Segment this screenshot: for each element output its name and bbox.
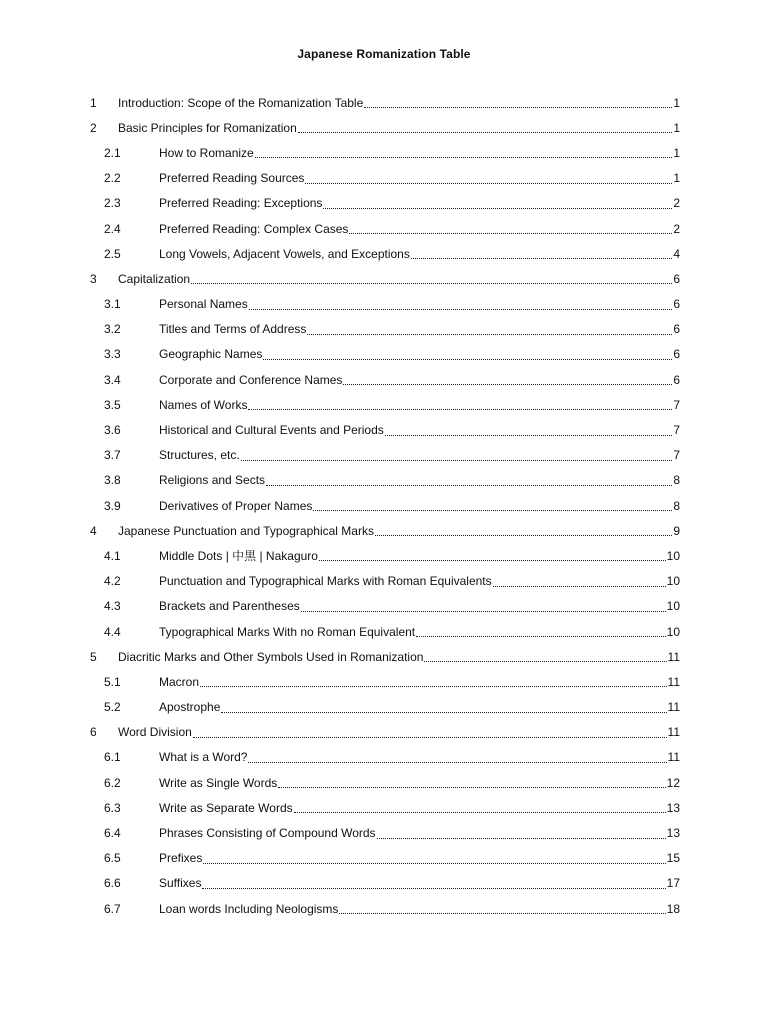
- toc-subsection-entry[interactable]: [90, 619, 680, 644]
- toc-entry-page-number: 11: [667, 674, 680, 689]
- toc-entry-title: What is a Word?: [159, 750, 248, 765]
- toc-subsection-entry[interactable]: [90, 669, 680, 694]
- toc-subsection-entry[interactable]: [90, 770, 680, 795]
- toc-entry-number: 5.2: [104, 700, 121, 715]
- toc-entry-number: 3.1: [104, 297, 121, 312]
- toc-dot-leader: [298, 120, 673, 133]
- toc-entry-page-number: 1: [673, 145, 680, 160]
- toc-entry-title: Capitalization: [118, 271, 191, 286]
- toc-entry-number: 3.2: [104, 322, 121, 337]
- toc-entry-title: Phrases Consisting of Compound Words: [159, 826, 376, 841]
- toc-dot-leader: [364, 95, 672, 108]
- toc-entry-title: Punctuation and Typographical Marks with Roman Equivalents: [159, 574, 492, 589]
- toc-entry-number: 6.3: [104, 800, 121, 815]
- toc-dot-leader: [305, 171, 672, 184]
- toc-entry-page-number: 4: [673, 246, 680, 261]
- toc-entry-number: 6.2: [104, 775, 121, 790]
- toc-entry-page-number: 6: [673, 271, 680, 286]
- toc-dot-leader: [203, 851, 665, 864]
- toc-entry-title: Prefixes: [159, 851, 203, 866]
- toc-entry-number: 6.7: [104, 901, 121, 916]
- toc-entry-title: Middle Dots | 中黒 | Nakaguro: [159, 549, 318, 564]
- toc-entry-page-number: 1: [673, 95, 680, 110]
- toc-subsection-entry[interactable]: [90, 367, 680, 392]
- toc-subsection-entry[interactable]: [90, 493, 680, 518]
- toc-entry-title: Brackets and Parentheses: [159, 599, 300, 614]
- toc-entry-page-number: 7: [673, 423, 680, 438]
- toc-entry-page-number: 11: [667, 649, 680, 664]
- toc-entry-page-number: 18: [666, 901, 680, 916]
- toc-entry-number: 2: [90, 120, 97, 135]
- toc-entry-title: Derivatives of Proper Names: [159, 498, 313, 513]
- toc-entry-title: Typographical Marks With no Roman Equivalent: [159, 624, 416, 639]
- toc-entry-number: 4: [90, 523, 97, 538]
- toc-dot-leader: [248, 397, 672, 410]
- toc-subsection-entry[interactable]: [90, 695, 680, 720]
- toc-dot-leader: [263, 347, 672, 360]
- toc-entry-title: Write as Single Words: [159, 775, 278, 790]
- toc-entry-title: Apostrophe: [159, 700, 221, 715]
- toc-subsection-entry[interactable]: [90, 871, 680, 896]
- document-title: Japanese Romanization Table: [297, 47, 471, 61]
- toc-entry-title: Corporate and Conference Names: [159, 372, 343, 387]
- toc-entry-number: 3.4: [104, 372, 121, 387]
- toc-entry-page-number: 1: [673, 171, 680, 186]
- toc-entry-title: Diacritic Marks and Other Symbols Used in Romanization: [118, 649, 424, 664]
- toc-dot-leader: [307, 322, 672, 335]
- toc-entry-title: Historical and Cultural Events and Periods: [159, 423, 384, 438]
- toc-subsection-entry[interactable]: [90, 140, 680, 165]
- toc-entry-page-number: 6: [673, 322, 680, 337]
- toc-entry-page-number: 17: [666, 876, 680, 891]
- toc-entry-page-number: 8: [673, 473, 680, 488]
- toc-dot-leader: [377, 826, 666, 839]
- toc-dot-leader: [191, 271, 672, 284]
- toc-section-entry[interactable]: [90, 518, 680, 543]
- toc-dot-leader: [323, 196, 672, 209]
- toc-dot-leader: [339, 901, 665, 914]
- toc-subsection-entry[interactable]: [90, 292, 680, 317]
- toc-entry-title: Introduction: Scope of the Romanization Table: [118, 95, 364, 110]
- toc-entry-number: 2.5: [104, 246, 121, 261]
- toc-section-entry[interactable]: [90, 266, 680, 291]
- toc-entry-number: 6.5: [104, 851, 121, 866]
- toc-subsection-entry[interactable]: [90, 745, 680, 770]
- toc-entry-number: 5: [90, 649, 97, 664]
- toc-entry-page-number: 1: [673, 120, 680, 135]
- toc-dot-leader: [424, 649, 666, 662]
- toc-subsection-entry[interactable]: [90, 846, 680, 871]
- toc-dot-leader: [255, 145, 673, 158]
- toc-entry-number: 2.4: [104, 221, 121, 236]
- toc-dot-leader: [411, 246, 672, 259]
- toc-section-entry[interactable]: [90, 90, 680, 115]
- toc-entry-number: 3.9: [104, 498, 121, 513]
- toc-dot-leader: [266, 473, 672, 486]
- toc-entry-page-number: 7: [673, 397, 680, 412]
- toc-entry-number: 3.6: [104, 423, 121, 438]
- toc-entry-page-number: 10: [666, 548, 680, 563]
- toc-entry-page-number: 8: [673, 498, 680, 513]
- toc-entry-page-number: 11: [667, 725, 680, 740]
- toc-subsection-entry[interactable]: [90, 594, 680, 619]
- toc-dot-leader: [193, 725, 667, 738]
- toc-subsection-entry[interactable]: [90, 820, 680, 845]
- toc-section-entry[interactable]: [90, 720, 680, 745]
- toc-entry-number: 5.1: [104, 674, 121, 689]
- toc-dot-leader: [200, 674, 667, 687]
- toc-dot-leader: [343, 372, 672, 385]
- toc-subsection-entry[interactable]: [90, 216, 680, 241]
- toc-entry-title: Titles and Terms of Address: [159, 322, 307, 337]
- toc-entry-page-number: 10: [666, 574, 680, 589]
- toc-entry-title: Preferred Reading: Complex Cases: [159, 221, 349, 236]
- toc-subsection-entry[interactable]: [90, 543, 680, 568]
- toc-entry-page-number: 2: [673, 221, 680, 236]
- toc-dot-leader: [313, 498, 672, 511]
- toc-entry-title: Suffixes: [159, 876, 202, 891]
- toc-entry-number: 3.3: [104, 347, 121, 362]
- toc-entry-number: 3: [90, 271, 97, 286]
- toc-entry-page-number: 2: [673, 196, 680, 211]
- toc-subsection-entry[interactable]: [90, 468, 680, 493]
- toc-dot-leader: [301, 599, 666, 612]
- toc-entry-number: 6.1: [104, 750, 121, 765]
- toc-entry-title: Long Vowels, Adjacent Vowels, and Exceptions: [159, 246, 410, 261]
- toc-entry-number: 4.1: [104, 548, 121, 563]
- toc-entry-page-number: 9: [673, 523, 680, 538]
- toc-subsection-entry[interactable]: [90, 417, 680, 442]
- toc-entry-number: 6: [90, 725, 97, 740]
- toc-entry-title: Religions and Sects: [159, 473, 266, 488]
- toc-entry-page-number: 12: [666, 775, 680, 790]
- toc-dot-leader: [249, 297, 673, 310]
- toc-entry-title: Preferred Reading Sources: [159, 171, 305, 186]
- toc-entry-number: 2.1: [104, 145, 121, 160]
- toc-entry-title: Macron: [159, 674, 200, 689]
- toc-entry-number: 4.4: [104, 624, 121, 639]
- toc-entry-page-number: 7: [673, 448, 680, 463]
- toc-entry-title: Japanese Punctuation and Typographical Marks: [118, 523, 374, 538]
- toc-dot-leader: [248, 750, 666, 763]
- toc-subsection-entry[interactable]: [90, 191, 680, 216]
- toc-section-entry[interactable]: [90, 644, 680, 669]
- toc-dot-leader: [294, 800, 666, 813]
- toc-entry-title: Word Division: [118, 725, 192, 740]
- toc-entry-number: 6.4: [104, 826, 121, 841]
- toc-entry-page-number: 13: [666, 800, 680, 815]
- toc-dot-leader: [319, 548, 666, 561]
- toc-subsection-entry[interactable]: [90, 392, 680, 417]
- toc-entry-title: Write as Separate Words: [159, 800, 293, 815]
- toc-subsection-entry[interactable]: [90, 795, 680, 820]
- toc-entry-page-number: 13: [666, 826, 680, 841]
- toc-dot-leader: [221, 700, 666, 713]
- toc-dot-leader: [385, 423, 673, 436]
- toc-dot-leader: [416, 624, 666, 637]
- toc-dot-leader: [375, 523, 672, 536]
- toc-entry-title: Structures, etc.: [159, 448, 240, 463]
- toc-section-entry[interactable]: [90, 115, 680, 140]
- toc-entry-number: 3.5: [104, 397, 121, 412]
- toc-entry-number: 3.7: [104, 448, 121, 463]
- toc-entry-page-number: 15: [666, 851, 680, 866]
- toc-entry-number: 2.2: [104, 171, 121, 186]
- toc-subsection-entry[interactable]: [90, 896, 680, 921]
- toc-subsection-entry[interactable]: [90, 166, 680, 191]
- toc-entry-title: Basic Principles for Romanization: [118, 120, 297, 135]
- toc-dot-leader: [493, 574, 666, 587]
- toc-subsection-entry[interactable]: [90, 241, 680, 266]
- toc-entry-page-number: 11: [667, 750, 680, 765]
- toc-dot-leader: [202, 876, 665, 889]
- table-of-contents: [90, 90, 680, 921]
- toc-dot-leader: [278, 775, 665, 788]
- toc-entry-page-number: 10: [666, 624, 680, 639]
- toc-entry-page-number: 11: [667, 700, 680, 715]
- toc-entry-page-number: 6: [673, 372, 680, 387]
- toc-dot-leader: [349, 221, 672, 234]
- toc-entry-title: Names of Works: [159, 397, 248, 412]
- toc-dot-leader: [241, 448, 673, 461]
- toc-subsection-entry[interactable]: [90, 443, 680, 468]
- toc-entry-number: 2.3: [104, 196, 121, 211]
- toc-entry-title: Loan words Including Neologisms: [159, 901, 339, 916]
- toc-entry-title: How to Romanize: [159, 145, 254, 160]
- toc-subsection-entry[interactable]: [90, 342, 680, 367]
- toc-entry-number: 1: [90, 95, 97, 110]
- toc-entry-title: Personal Names: [159, 297, 248, 312]
- toc-entry-number: 3.8: [104, 473, 121, 488]
- toc-entry-page-number: 10: [666, 599, 680, 614]
- toc-entry-title: Preferred Reading: Exceptions: [159, 196, 323, 211]
- toc-subsection-entry[interactable]: [90, 569, 680, 594]
- toc-entry-title: Geographic Names: [159, 347, 263, 362]
- toc-entry-number: 4.2: [104, 574, 121, 589]
- toc-entry-page-number: 6: [673, 347, 680, 362]
- toc-entry-number: 4.3: [104, 599, 121, 614]
- toc-subsection-entry[interactable]: [90, 317, 680, 342]
- toc-entry-page-number: 6: [673, 297, 680, 312]
- toc-entry-number: 6.6: [104, 876, 121, 891]
